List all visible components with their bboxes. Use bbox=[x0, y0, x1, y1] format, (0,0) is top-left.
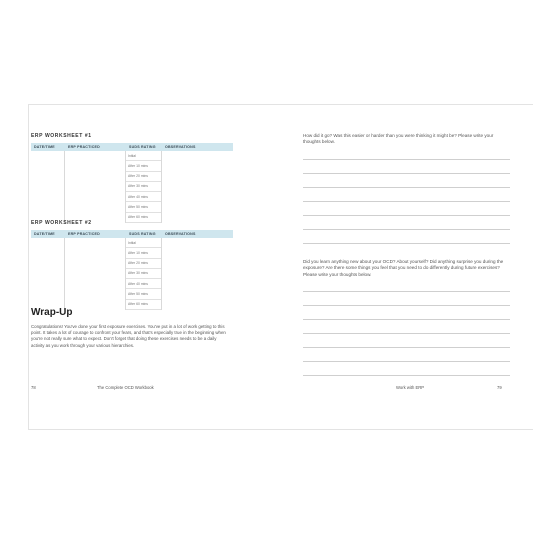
date-time-cell bbox=[31, 238, 65, 310]
worksheet-2-header bbox=[31, 230, 233, 238]
col-erp-practiced: ERP PRACTICED bbox=[68, 232, 100, 236]
date-time-cell bbox=[31, 151, 65, 223]
worksheet-2-body bbox=[31, 238, 233, 310]
suds-row: Initial bbox=[126, 238, 161, 248]
erp-practiced-cell bbox=[65, 238, 126, 310]
writing-line bbox=[303, 243, 510, 244]
worksheet-2-title: ERP WORKSHEET #2 bbox=[31, 220, 92, 226]
col-observations: OBSERVATIONS bbox=[165, 232, 196, 236]
left-page bbox=[29, 105, 281, 429]
writing-line bbox=[303, 305, 510, 306]
reflection-prompt-1: How did it go? Was this easier or harder than you were thinking it might be? Please write your thoughts below. bbox=[303, 133, 494, 145]
writing-line bbox=[303, 229, 510, 230]
suds-row: After 60 mins bbox=[126, 213, 161, 223]
suds-row: After 50 mins bbox=[126, 202, 161, 212]
suds-row: After 30 mins bbox=[126, 269, 161, 279]
suds-rating-column bbox=[126, 238, 162, 310]
col-suds-rating: SUDS RATING bbox=[129, 232, 156, 236]
reflection-prompt-2: Did you learn anything new about your OCD? About yourself? Did anything surprise you during the exposure? Are there some things you feel that you need to do differently during future exercises? Please write your thoughts below. bbox=[303, 259, 504, 277]
writing-line bbox=[303, 347, 510, 348]
right-page-number: 79 bbox=[497, 385, 502, 390]
suds-row: After 20 mins bbox=[126, 259, 161, 269]
worksheet-1-header bbox=[31, 143, 233, 151]
suds-row: After 10 mins bbox=[126, 161, 161, 171]
wrapup-paragraph: Congratulations! You've done your first exposure exercises. You've put in a lot of work getting to this point. It takes a lot of courage to confront your fears, and that's especially true in the beginning when you're not really sure what to expect. Don't forget that doing these exercises needs to be a daily activity as you work through your various hierarchies. bbox=[31, 324, 226, 348]
writing-line bbox=[303, 375, 510, 376]
writing-line bbox=[303, 173, 510, 174]
worksheet-1-title: ERP WORKSHEET #1 bbox=[31, 133, 92, 139]
observations-cell bbox=[162, 238, 233, 310]
wrapup-heading: Wrap-Up bbox=[31, 307, 73, 318]
col-observations: OBSERVATIONS bbox=[165, 145, 196, 149]
writing-line bbox=[303, 361, 510, 362]
suds-row: Initial bbox=[126, 151, 161, 161]
col-date-time: DATE/TIME bbox=[34, 145, 55, 149]
observations-cell bbox=[162, 151, 233, 223]
writing-line bbox=[303, 159, 510, 160]
suds-row: After 10 mins bbox=[126, 248, 161, 258]
writing-line bbox=[303, 201, 510, 202]
right-running-title: Work with ERP bbox=[396, 385, 425, 390]
suds-row: After 20 mins bbox=[126, 172, 161, 182]
suds-row: After 30 mins bbox=[126, 182, 161, 192]
left-page-number: 78 bbox=[31, 385, 36, 390]
book-spread bbox=[28, 104, 533, 430]
writing-line bbox=[303, 319, 510, 320]
suds-rating-column bbox=[126, 151, 162, 223]
writing-line bbox=[303, 215, 510, 216]
worksheet-1-table bbox=[31, 143, 233, 223]
suds-row: After 40 mins bbox=[126, 279, 161, 289]
writing-line bbox=[303, 333, 510, 334]
suds-row: After 50 mins bbox=[126, 289, 161, 299]
worksheet-1-body bbox=[31, 151, 233, 223]
right-page bbox=[281, 105, 533, 429]
worksheet-2-table bbox=[31, 230, 233, 310]
suds-row: After 40 mins bbox=[126, 192, 161, 202]
col-date-time: DATE/TIME bbox=[34, 232, 55, 236]
col-suds-rating: SUDS RATING bbox=[129, 145, 156, 149]
left-running-title: The Complete OCD Workbook bbox=[97, 385, 154, 390]
writing-line bbox=[303, 291, 510, 292]
writing-line bbox=[303, 187, 510, 188]
col-erp-practiced: ERP PRACTICED bbox=[68, 145, 100, 149]
suds-row: After 60 mins bbox=[126, 300, 161, 310]
erp-practiced-cell bbox=[65, 151, 126, 223]
